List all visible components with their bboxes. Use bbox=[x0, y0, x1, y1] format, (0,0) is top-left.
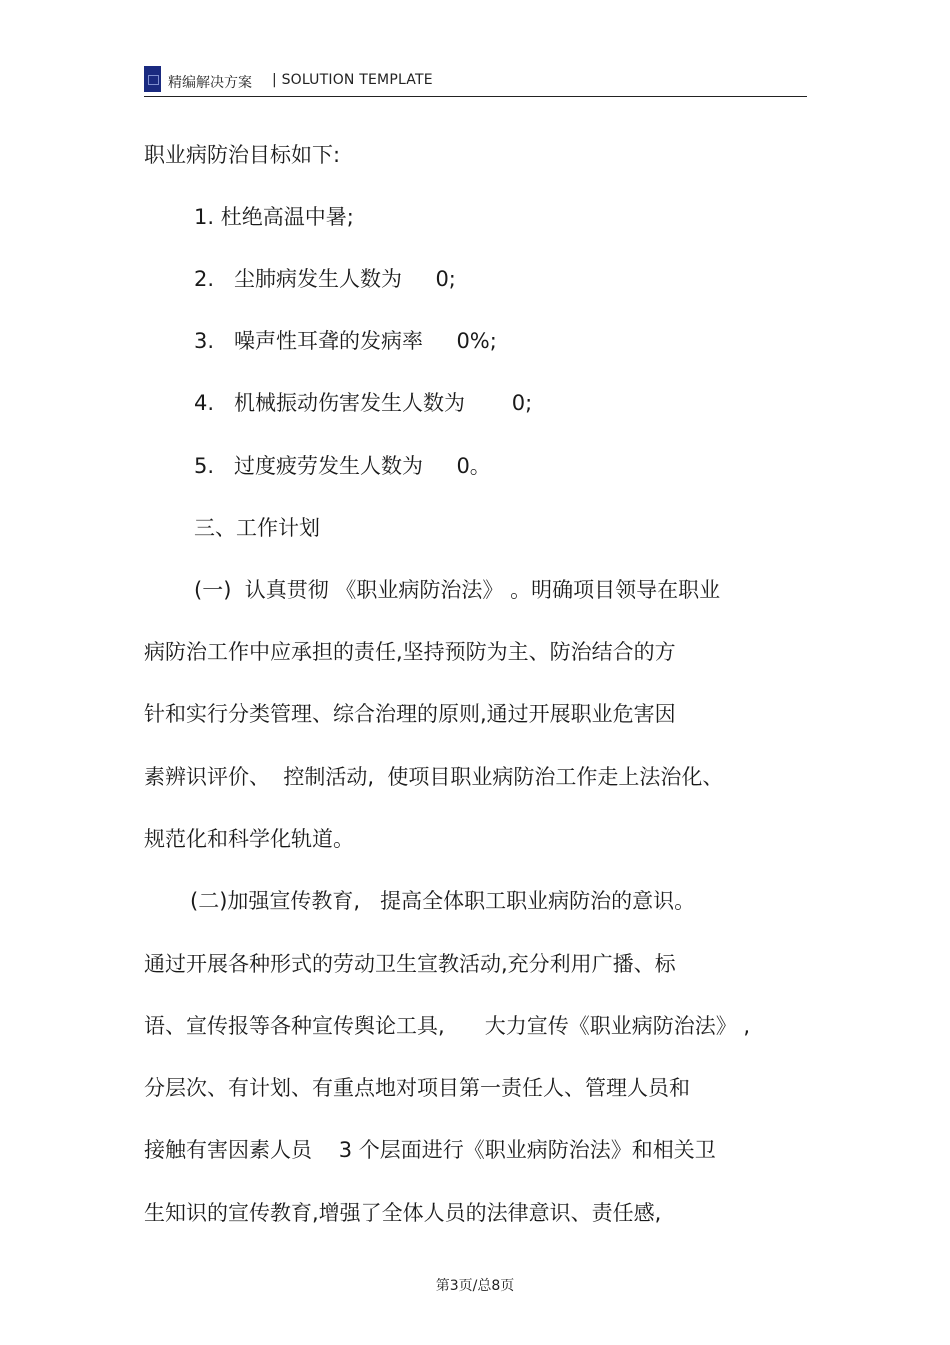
body-line: 4. 机械振动伤害发生人数为 0; bbox=[194, 391, 533, 415]
body-line: (一) 认真贯彻 《职业病防治法》 。明确项目领导在职业 bbox=[194, 578, 721, 602]
page-footer: 第3页/总8页 bbox=[435, 1278, 515, 1294]
body-line: 生知识的宣传教育,增强了全体人员的法律意识、责任感, bbox=[144, 1201, 662, 1225]
body-line: 职业病防治目标如下: bbox=[144, 143, 341, 167]
body-line: 5. 过度疲劳发生人数为 0。 bbox=[194, 454, 491, 478]
body-line: 针和实行分类管理、综合治理的原则,通过开展职业危害因 bbox=[144, 702, 676, 726]
body-line: 接触有害因素人员 3 个层面进行《职业病防治法》和相关卫 bbox=[144, 1138, 716, 1162]
logo-icon bbox=[144, 66, 161, 92]
body-line: 2. 尘肺病发生人数为 0; bbox=[194, 267, 456, 291]
body-line: 1. 杜绝高温中暑; bbox=[194, 205, 354, 229]
body-line: 分层次、有计划、有重点地对项目第一责任人、管理人员和 bbox=[144, 1076, 690, 1100]
body-line: 病防治工作中应承担的责任,坚持预防为主、防治结合的方 bbox=[144, 640, 676, 664]
section-heading: 三、工作计划 bbox=[194, 516, 320, 540]
body-line: 规范化和科学化轨道。 bbox=[144, 827, 354, 851]
header-brand: 精编解决方案 bbox=[168, 75, 252, 91]
body-line: 3. 噪声性耳聋的发病率 0%; bbox=[194, 329, 497, 353]
body-line: (二)加强宣传教育, 提高全体职工职业病防治的意识。 bbox=[190, 889, 696, 913]
body-line: 素辨识评价、 控制活动, 使项目职业病防治工作走上法治化、 bbox=[144, 765, 724, 789]
page-header bbox=[144, 64, 807, 97]
header-subtitle: | SOLUTION TEMPLATE bbox=[272, 72, 433, 88]
body-line: 语、宣传报等各种宣传舆论工具, 大力宣传《职业病防治法》 , bbox=[144, 1014, 751, 1038]
body-line: 通过开展各种形式的劳动卫生宣教活动,充分利用广播、标 bbox=[144, 952, 676, 976]
